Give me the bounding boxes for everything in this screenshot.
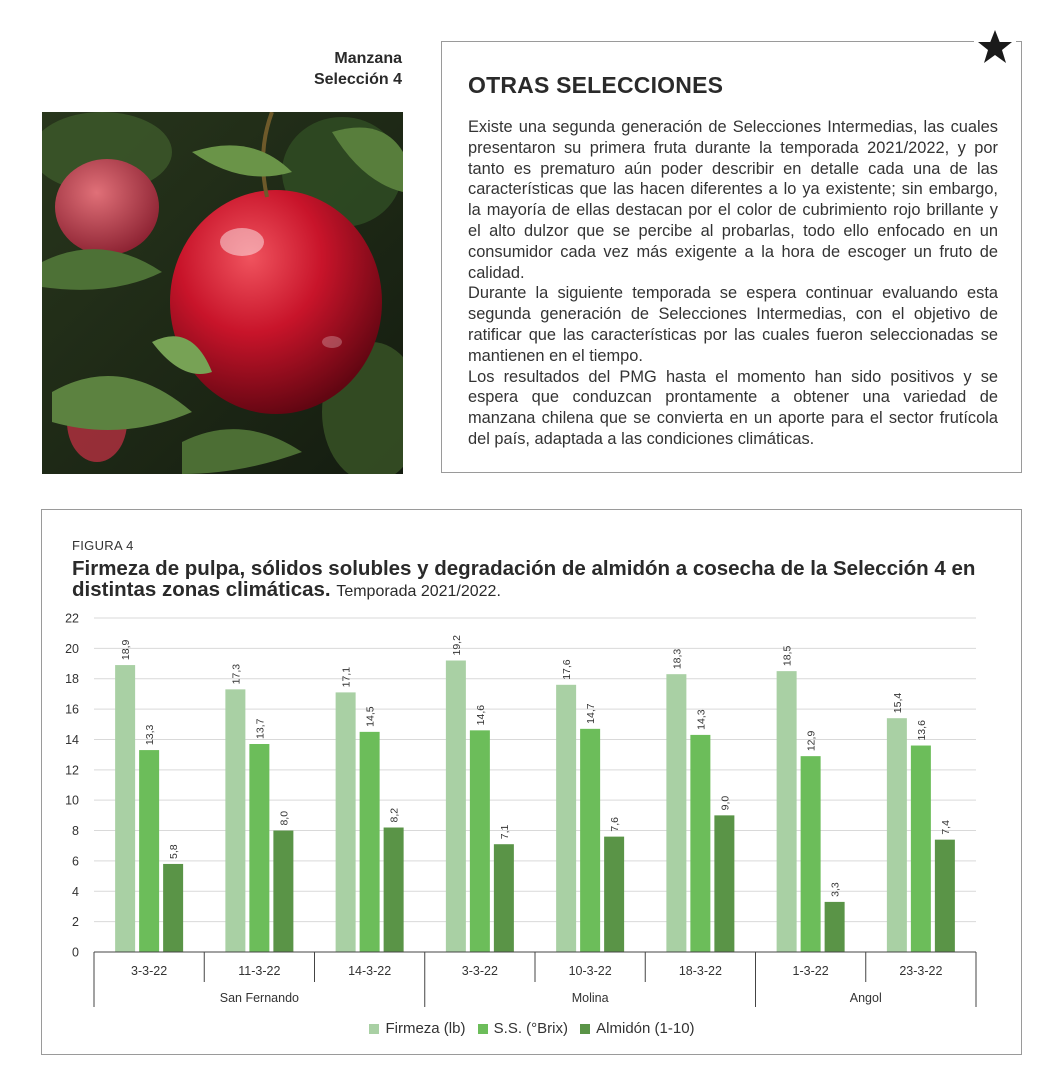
caption-line-1: Manzana	[334, 50, 402, 67]
y-tick-label: 14	[65, 732, 79, 747]
data-label: 7,4	[939, 820, 952, 835]
paragraph-3: Los resultados del PMG hasta el momento han sido positivos y se espera que conduzcan prontamente a obtener una variedad de manzana chilena que se convierta en un aporte para el sector frutícola del país, adaptada a las condiciones climáticas.	[468, 367, 998, 448]
figure-subtitle: Temporada 2021/2022.	[336, 583, 501, 600]
bar-ss	[360, 732, 380, 952]
caption-line-2: Selección 4	[313, 71, 402, 88]
data-label: 17,3	[230, 663, 243, 685]
y-tick-label: 0	[72, 945, 79, 960]
group-label: Angol	[849, 991, 882, 1005]
legend-swatch-firmeza	[369, 1024, 379, 1034]
bar-almidon	[384, 828, 404, 952]
data-label: 3,3	[829, 882, 842, 897]
group-label: San Fernando	[219, 991, 299, 1005]
data-label: 13,3	[144, 724, 157, 746]
data-label: 7,1	[498, 824, 511, 840]
data-label: 14,5	[364, 706, 377, 727]
bar-firmeza	[225, 689, 245, 952]
y-tick-label: 10	[65, 793, 79, 808]
x-category-label: 3-3-22	[131, 964, 168, 978]
data-label: 8,2	[388, 807, 401, 823]
bar-almidon	[714, 815, 734, 952]
x-category-label: 10-3-22	[568, 964, 612, 978]
bar-firmeza	[336, 692, 356, 952]
bar-ss	[470, 730, 490, 952]
legend-item-ss	[478, 1020, 568, 1037]
x-category-label: 18-3-22	[678, 964, 722, 978]
bar-ss	[580, 729, 600, 952]
bar-firmeza	[115, 665, 135, 952]
x-category-label: 1-3-22	[792, 964, 829, 978]
bar-almidon	[604, 837, 624, 952]
bar-almidon	[273, 831, 293, 952]
x-category-label: 23-3-22	[899, 964, 943, 978]
data-label: 5,8	[168, 844, 181, 859]
box-title: OTRAS SELECCIONES	[468, 72, 724, 98]
data-label: 8,0	[278, 810, 291, 826]
data-label: 14,6	[474, 704, 487, 726]
data-label: 18,5	[781, 645, 794, 667]
bar-ss	[911, 746, 931, 952]
bar-firmeza	[777, 671, 797, 952]
bar-ss	[801, 756, 821, 952]
legend-item-almidon	[580, 1020, 694, 1037]
y-tick-label: 12	[65, 763, 79, 778]
figure-title-main: Firmeza de pulpa, sólidos solubles y degradación de almidón a cosecha de la Selección 4 en distintas zonas climáticas.	[72, 557, 976, 601]
data-label: 18,9	[120, 639, 133, 661]
data-label: 12,9	[805, 730, 818, 752]
y-tick-label: 8	[72, 824, 79, 839]
bar-firmeza	[666, 674, 686, 952]
bar-almidon	[494, 844, 514, 952]
legend-item-firmeza	[369, 1020, 465, 1037]
legend-swatch-almidon	[580, 1024, 590, 1034]
y-tick-label: 18	[65, 672, 79, 687]
bar-firmeza	[887, 718, 907, 952]
data-label: 7,6	[609, 817, 622, 832]
bar-ss	[139, 750, 159, 952]
paragraph-2: Durante la siguiente temporada se espera continuar evaluando esta segunda generación de Selecciones Intermedias, con el objetivo de ratificar que las características por las cuales fueron seleccionadas se mantienen en el tiempo.	[468, 284, 998, 365]
legend-swatch-ss	[478, 1024, 488, 1034]
y-tick-label: 2	[72, 915, 79, 930]
paragraph-1: Existe una segunda generación de Selecciones Intermedias, las cuales presentaron su primera fruta durante la temporada 2021/2022, y por tanto es prematuro aún poder describir en detalle cada una de las características que las hacen diferentes a lo ya existente; sin embargo, la mayoría de ellas destacan por el color de cubrimiento rojo brillante y el alto dulzor que se percibe al probarlas, todo ello enfocado en un consumidor cada vez más exigente a la hora de escoger un fruto de calidad.	[468, 118, 998, 282]
data-label: 19,2	[450, 635, 463, 656]
data-label: 17,6	[561, 659, 574, 680]
bar-ss	[690, 735, 710, 952]
y-tick-label: 20	[65, 641, 79, 656]
y-tick-label: 22	[65, 611, 79, 626]
legend-label-ss: S.S. (°Brix)	[493, 1020, 568, 1037]
data-label: 14,7	[585, 703, 598, 724]
data-label: 13,6	[915, 720, 928, 741]
x-category-label: 14-3-22	[348, 964, 392, 978]
bar-firmeza	[446, 661, 466, 952]
x-category-label: 11-3-22	[238, 964, 281, 978]
legend-label-firmeza: Firmeza (lb)	[385, 1020, 466, 1037]
chart-legend	[0, 1020, 1064, 1038]
y-tick-label: 16	[65, 702, 79, 717]
group-label: Molina	[571, 991, 609, 1005]
data-label: 14,3	[695, 709, 708, 730]
data-label: 13,7	[254, 718, 267, 740]
bar-ss	[249, 744, 269, 952]
y-tick-label: 6	[72, 854, 79, 869]
x-category-label: 3-3-22	[461, 964, 498, 978]
bar-almidon	[935, 840, 955, 952]
legend-label-almidon: Almidón (1-10)	[596, 1020, 695, 1037]
data-label: 18,3	[671, 648, 684, 670]
bar-almidon	[825, 902, 845, 952]
data-label: 9,0	[719, 795, 732, 811]
data-label: 17,1	[340, 666, 353, 688]
data-label: 15,4	[891, 692, 904, 714]
bar-firmeza	[556, 685, 576, 952]
figure-label: FIGURA 4	[72, 538, 134, 553]
bar-almidon	[163, 864, 183, 952]
y-tick-label: 4	[72, 884, 79, 899]
